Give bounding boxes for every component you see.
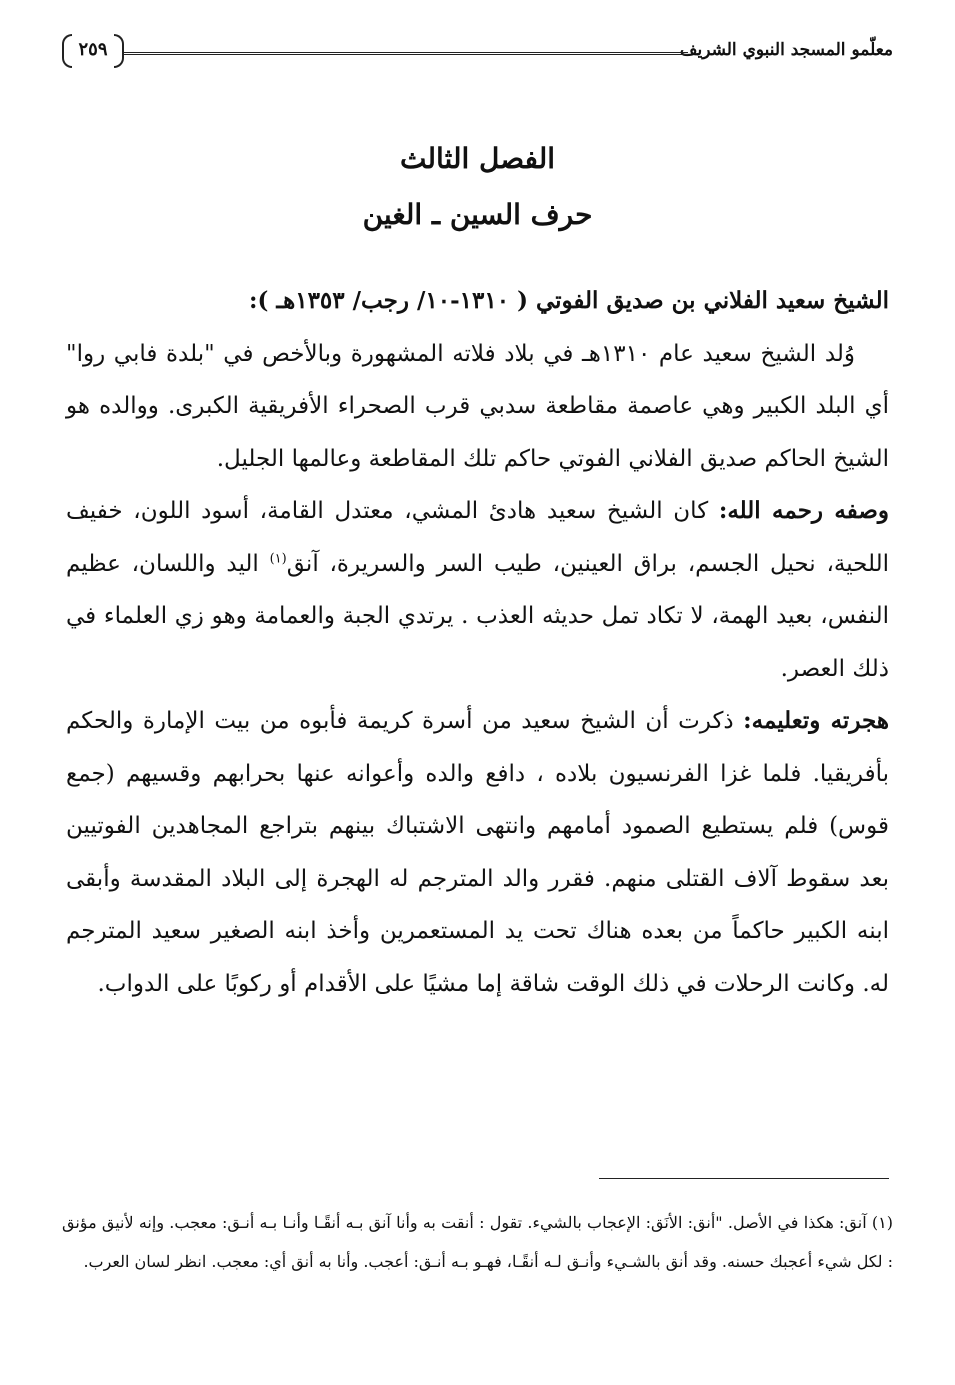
description-paragraph xyxy=(66,485,889,695)
running-title: معلّمو المسجد النبوي الشريف xyxy=(679,40,893,60)
migration-text: ذكرت أن الشيخ سعيد من أسرة كريمة فأبوه من بيت الإمارة والحكم بأفريقيا. فلما غزا الفرنسيون بلاده ، دافع والده وأعوانه عنها بحرابهم وقسيهم (جمع قوس) فلم يستطيع الصمود أمامهم وانتهى الاشتباك بينهم بتراجع المجاهدين الفوتيين بعد سقوط آلاف القتلى منهم. فقرر والد المترجم له الهجرة إلى البلاد المقدسة وأبقى ابنه الكبير حاكماً من بعده هناك تحت يد المستعمرين وأخذ ابنه الصغير سعيد المترجم له. وكانت الرحلات في ذلك الوقت شاقة إما مشيًا على الأقدام أو ركوبًا على الدواب. xyxy=(66,708,889,997)
chapter-title: الفصل الثالث xyxy=(399,142,556,175)
section-title: حرف السين ـ الغين xyxy=(362,198,593,231)
description-text-2: اليد واللسان، عظيم النفس، بعيد الهمة، لا تكاد تمل حديثه العذب . يرتدي الجبة والعمامة وهو زي العلماء في ذلك العصر. xyxy=(66,550,889,682)
footnotes xyxy=(62,1203,893,1281)
footnote-1: (١) آنق: هكذا في الأصل. "أنق: الأنَق: الإعجاب بالشيء. تقول : أنقت به وأنا آنق بـه أنقًـا وأنـا بـه أنـق: معجب. وإنه لأنيق مؤنق : لكل شيء أعجبك حسنه. وقد أنق بالشـيء وأنـق لـه أنقًـا، فهـو بـه أنـق: أعجب. وأنا به أنق أي: معجب. انظر لسان العرب. xyxy=(62,1213,893,1271)
body-text xyxy=(66,275,889,1010)
footnote-ref: (١) xyxy=(269,550,287,566)
migration-paragraph xyxy=(66,695,889,1010)
migration-lead: هجرته وتعليمه: xyxy=(743,707,889,734)
page-number: ٢٥٩ xyxy=(78,39,108,60)
description-text-1: كان الشيخ سعيد هادئ المشي، معتدل القامة، أسود اللون، خفيف اللحية، نحيل الجسم، براق العينين، طيب السر والسريرة، آنق xyxy=(66,498,889,577)
footnote-rule xyxy=(599,1178,889,1179)
description-lead: وصفه رحمه الله: xyxy=(718,497,889,524)
header-rule xyxy=(122,52,688,55)
page-number-box xyxy=(62,32,124,68)
bracket-left xyxy=(62,34,72,68)
bracket-right xyxy=(114,34,124,68)
running-header xyxy=(62,28,893,72)
entry-title: الشيخ سعيد الفلاني بن صديق الفوتي ( ١٣١٠-١٠/ رجب/ ١٣٥٣هـ ): xyxy=(248,287,889,314)
birth-paragraph: وُلد الشيخ سعيد عام ١٣١٠هـ في بلاد فلاته المشهورة وبالأخص في "بلدة فابي روا" أي البلد الكبير وهي عاصمة مقاطعة سدبي قرب الصحراء الأفريقية الكبرى. ووالده هو الشيخ الحاكم صديق الفلاني الفوتي حاكم تلك المقاطعة وعالمها الجليل. xyxy=(66,340,889,472)
